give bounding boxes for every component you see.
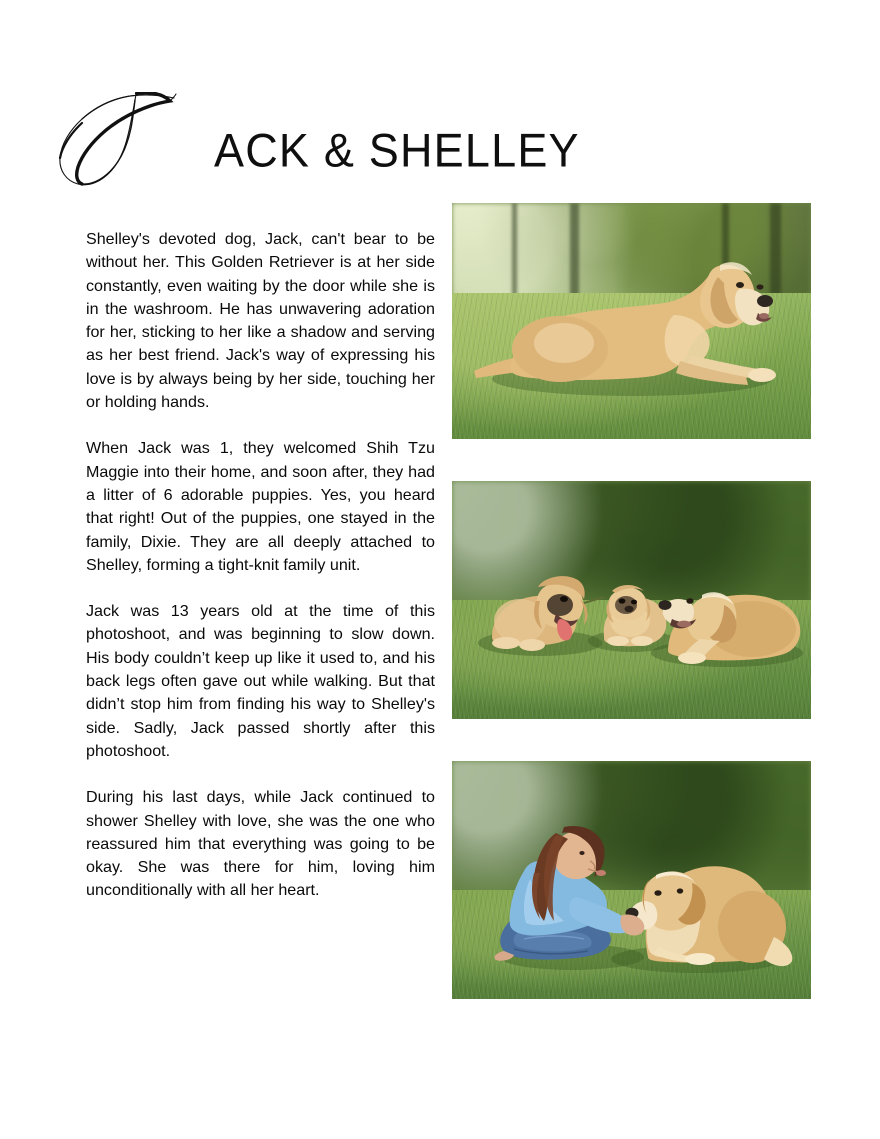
- three-dogs-illustration: [452, 481, 811, 719]
- paragraph-3: Jack was 13 years old at the time of this photoshoot, and was beginning to slow down. His body couldn’t keep up like it used to, and his back legs often gave out while walking. But that didn’t stop him from finding his way to Shelley's side. Sadly, Jack passed shortly after this photoshoot.: [86, 602, 435, 760]
- woman-and-dog-illustration: [452, 761, 811, 999]
- script-initial-j-icon: [56, 92, 186, 192]
- photo-three-dogs-in-grass: [452, 481, 811, 719]
- article-text-column: [86, 228, 435, 903]
- paragraph-2: When Jack was 1, they welcomed Shih Tzu Maggie into their home, and soon after, they had a litter of 6 adorable puppies. Yes, you heard that right! Out of the puppies, one stayed in the family, Dixie. They are all deeply attached to Shelley, forming a tight-knit family unit.: [86, 439, 435, 574]
- page-title: [56, 96, 580, 192]
- paragraph-4: During his last days, while Jack continued to shower Shelley with love, she was the one who reassured him that everything was going to be okay. She was there for him, loving him unconditionally with all her heart.: [86, 788, 435, 900]
- dog-illustration: [452, 203, 811, 439]
- photo-woman-kissing-golden-retriever: [452, 761, 811, 999]
- page-title-text: ACK & SHELLEY: [214, 122, 580, 177]
- paragraph-1: Shelley's devoted dog, Jack, can't bear to be without her. This Golden Retriever is at her side constantly, even waiting by the door while she is in the washroom. He has unwavering adoration for her, sticking to her like a shadow and serving as her best friend. Jack's way of expressing his love is by always being by her side, touching her or holding hands.: [86, 230, 435, 412]
- photo-golden-retriever-lying-in-grass: [452, 203, 811, 439]
